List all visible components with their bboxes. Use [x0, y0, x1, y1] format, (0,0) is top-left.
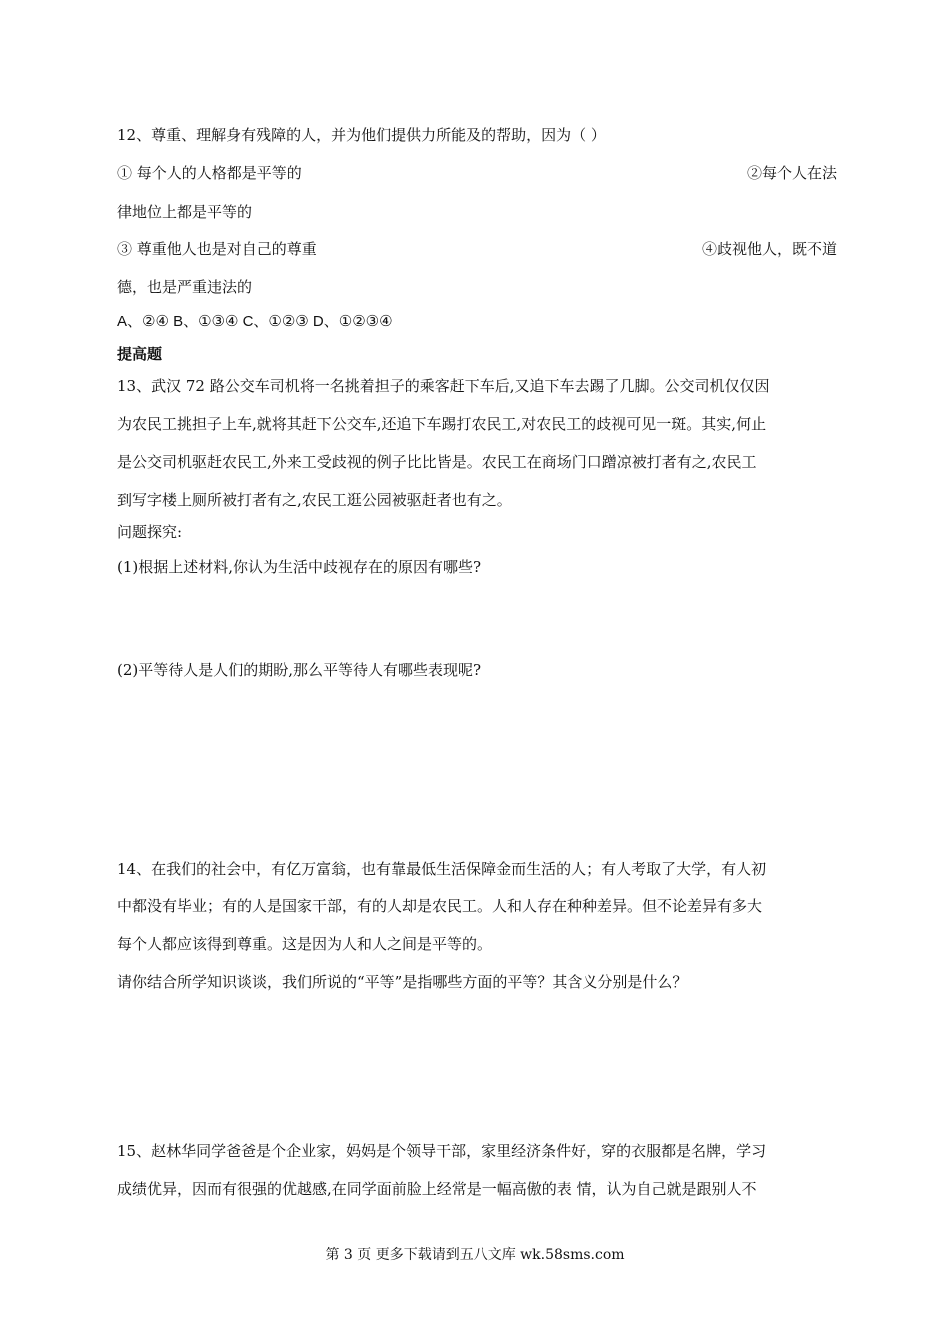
q13-line-2: 为农民工挑担子上车,就将其赶下公交车,还追下车踢打农民工,对农民工的歧视可见一斑。其实,何止 [117, 415, 767, 433]
q12-option-4-tail: 德，也是严重违法的 [117, 278, 253, 296]
q13-sub-2: (2)平等待人是人们的期盼,那么平等待人有哪些表现呢? [117, 661, 482, 679]
q14-line-4: 请你结合所学知识谈谈，我们所说的“平等”是指哪些方面的平等？其含义分别是什么？ [117, 973, 688, 991]
q15-line-1: 15、赵林华同学爸爸是个企业家，妈妈是个领导干部，家里经济条件好，穿的衣服都是名牌，学习 [117, 1142, 767, 1160]
q14-line-1: 14、在我们的社会中，有亿万富翁，也有靠最低生活保障金而生活的人；有人考取了大学，有人初 [117, 860, 767, 878]
q12-option-3: ③ 尊重他人也是对自己的尊重 [117, 240, 317, 258]
q13-line-3: 是公交司机驱赶农民工,外来工受歧视的例子比比皆是。农民工在商场门口蹭凉被打者有之,农民工 [117, 453, 757, 471]
q12-option-4-head: ④歧视他人，既不道 [701, 240, 837, 258]
q12-option-1: ① 每个人的人格都是平等的 [117, 164, 302, 182]
q14-line-2: 中都没有毕业；有的人是国家干部，有的人却是农民工。人和人存在种种差异。但不论差异有多大 [117, 897, 763, 915]
q14-line-3: 每个人都应该得到尊重。这是因为人和人之间是平等的。 [117, 935, 493, 953]
q13-prompt: 问题探究: [117, 523, 183, 541]
page-footer: 第 3 页 更多下载请到五八文库 wk.58sms.com [325, 1247, 625, 1263]
section-title: 提高题 [117, 346, 163, 363]
q13-line-1: 13、武汉 72 路公交车司机将一名挑着担子的乘客赶下车后,又追下车去踢了几脚。公交司机仅仅因 [117, 377, 770, 395]
q12-stem: 12、尊重、理解身有残障的人，并为他们提供力所能及的帮助，因为（ ） [117, 126, 606, 144]
q13-line-4: 到写字楼上厕所被打者有之,农民工逛公园被驱赶者也有之。 [117, 491, 512, 509]
q12-option-2-tail: 律地位上都是平等的 [117, 203, 253, 221]
q15-line-2: 成绩优异，因而有很强的优越感,在同学面前脸上经常是一幅高傲的表 情，认为自己就是跟别人不 [117, 1180, 757, 1198]
q13-sub-1: (1)根据上述材料,你认为生活中歧视存在的原因有哪些? [117, 558, 482, 576]
q12-choices: A、②④ B、①③④ C、①②③ D、①②③④ [117, 313, 393, 330]
q12-option-2-head: ②每个人在法 [746, 164, 837, 182]
